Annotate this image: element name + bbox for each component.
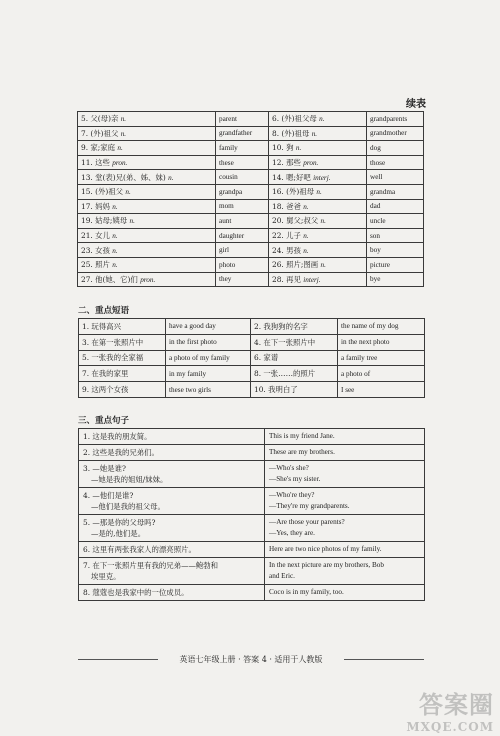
phrase-english: these two girls <box>166 382 251 398</box>
phrase-english: a photo of my family <box>166 350 251 366</box>
vocab-pos: interj. <box>313 173 331 182</box>
phrase-english: have a good day <box>166 319 251 335</box>
sentence-chinese <box>79 429 265 445</box>
vocab-english: cousin <box>216 170 269 185</box>
vocab-chinese-text: 24. 男孩 <box>272 245 304 255</box>
vocab-pos: n. <box>295 144 302 153</box>
vocab-pos: n. <box>120 115 127 124</box>
sentence-chinese-line: 1. 这是我的朋友简。 <box>83 432 152 441</box>
page-footer <box>78 654 424 665</box>
vocab-english: well <box>367 170 424 185</box>
vocab-chinese-text: 16. (外)祖母 <box>272 187 317 197</box>
vocab-table <box>77 111 424 287</box>
vocab-chinese <box>78 126 216 141</box>
sentence-row <box>79 461 425 488</box>
vocab-chinese <box>78 214 216 229</box>
vocab-chinese <box>269 170 367 185</box>
phrase-chinese: 6. 家谱 <box>251 350 338 366</box>
phrase-english: the name of my dog <box>338 319 425 335</box>
sentence-chinese <box>79 558 265 585</box>
vocab-row <box>78 141 424 156</box>
vocab-row <box>78 214 424 229</box>
section-sentences-title: 三、重点句子 <box>78 416 130 426</box>
vocab-chinese <box>269 199 367 214</box>
vocab-english: bye <box>367 272 424 287</box>
sentence-chinese-line: 埃里克。 <box>91 572 121 581</box>
continued-label: 续表 <box>406 99 426 110</box>
vocab-pos: n. <box>112 261 118 270</box>
vocab-chinese-text: 27. 他(她、它)们 <box>81 274 141 284</box>
vocab-chinese-text: 23. 女孩 <box>81 245 113 255</box>
vocab-row <box>78 170 424 185</box>
vocab-chinese <box>78 170 216 185</box>
sentence-english-line: —Who're they? <box>269 491 315 499</box>
vocab-english: picture <box>367 257 424 272</box>
sentence-chinese-line: —她是我的姐姐/妹妹。 <box>91 475 168 484</box>
sentence-english-line: Here are two nice photos of my family. <box>269 545 382 553</box>
vocab-chinese-text: 5. 父(母)亲 <box>81 114 121 124</box>
vocab-pos: n. <box>129 217 135 226</box>
sentence-chinese-line: 4. —他们是谁? <box>83 491 134 500</box>
vocab-row <box>78 126 424 141</box>
vocab-chinese-text: 6. (外)祖父母 <box>272 114 320 124</box>
vocab-english: those <box>367 155 424 170</box>
sentence-row <box>79 488 425 515</box>
vocab-english: girl <box>216 243 269 258</box>
vocab-chinese <box>269 112 367 127</box>
vocab-english: grandmother <box>367 126 424 141</box>
vocab-chinese-text: 8. (外)祖母 <box>272 128 312 138</box>
sentence-english-line: —They're my grandparents. <box>269 502 350 510</box>
sentence-english-line: and Eric. <box>269 572 295 580</box>
phrase-chinese: 5. 一张我的全家福 <box>79 350 166 366</box>
sentence-english-line: —Are those your parents? <box>269 518 345 526</box>
vocab-chinese-text: 18. 爸爸 <box>272 201 304 211</box>
vocab-english: aunt <box>216 214 269 229</box>
footer-rule-left <box>78 659 158 660</box>
vocab-pos: n. <box>120 129 127 138</box>
sentence-english <box>265 542 425 558</box>
vocab-chinese <box>269 214 367 229</box>
sentence-english <box>265 445 425 461</box>
vocab-row <box>78 112 424 127</box>
vocab-pos: n. <box>311 129 318 138</box>
sentence-row <box>79 515 425 542</box>
sentence-english-line: —She's my sister. <box>269 475 321 483</box>
vocab-chinese-text: 15. (外)祖父 <box>81 187 126 197</box>
vocab-chinese <box>269 272 367 287</box>
vocab-english: family <box>216 141 269 156</box>
sentence-english <box>265 461 425 488</box>
sentence-english-line: —Yes, they are. <box>269 529 315 537</box>
sentence-english-line: These are my brothers. <box>269 448 335 456</box>
sentence-row <box>79 429 425 445</box>
vocab-pos: n. <box>125 188 131 197</box>
sentence-chinese <box>79 515 265 542</box>
vocab-english: grandpa <box>216 184 269 199</box>
phrase-chinese: 9. 这两个女孩 <box>79 382 166 398</box>
vocab-english: dad <box>367 199 424 214</box>
phrase-english: a photo of <box>338 366 425 382</box>
vocab-chinese-text: 12. 那些 <box>272 158 304 168</box>
vocab-chinese <box>78 184 216 199</box>
vocab-pos: pron. <box>112 159 128 168</box>
phrase-chinese: 3. 在第一张照片中 <box>79 334 166 350</box>
watermark-text: 答案圈 <box>419 690 494 719</box>
sentence-english <box>265 488 425 515</box>
phrase-english: I see <box>338 382 425 398</box>
vocab-row <box>78 199 424 214</box>
vocab-chinese <box>269 155 367 170</box>
vocab-pos: n. <box>112 246 118 255</box>
vocab-english: son <box>367 228 424 243</box>
vocab-pos: n. <box>316 188 322 197</box>
phrase-english: a family tree <box>338 350 425 366</box>
vocab-chinese-text: 28. 再见 <box>272 274 304 284</box>
vocab-chinese-text: 9. 家;家庭 <box>81 143 118 153</box>
vocab-chinese <box>269 184 367 199</box>
phrase-chinese: 2. 我狗狗的名字 <box>251 319 338 335</box>
vocab-row <box>78 228 424 243</box>
sentence-chinese <box>79 585 265 601</box>
vocab-chinese <box>78 228 216 243</box>
phrase-chinese: 7. 在我的家里 <box>79 366 166 382</box>
vocab-english: parent <box>216 112 269 127</box>
phrase-row <box>79 350 425 366</box>
vocab-english: they <box>216 272 269 287</box>
vocab-chinese <box>78 199 216 214</box>
vocab-chinese <box>78 243 216 258</box>
vocab-pos: pron. <box>303 159 319 168</box>
sentence-row <box>79 558 425 585</box>
vocab-chinese <box>78 155 216 170</box>
vocab-pos: n. <box>168 173 174 182</box>
vocab-english: boy <box>367 243 424 258</box>
sentence-chinese <box>79 445 265 461</box>
phrase-english: in the next photo <box>338 334 425 350</box>
sentence-chinese-line: —他们是我的祖父母。 <box>91 502 165 511</box>
phrase-row <box>79 319 425 335</box>
phrase-chinese: 1. 玩得高兴 <box>79 319 166 335</box>
sentence-chinese-line: 6. 这里有两张我家人的漂亮照片。 <box>83 545 196 554</box>
section-phrases-title: 二、重点短语 <box>78 306 130 316</box>
vocab-chinese-text: 17. 妈妈 <box>81 201 113 211</box>
phrase-english: in my family <box>166 366 251 382</box>
watermark-logo <box>406 685 494 734</box>
phrase-english: in the first photo <box>166 334 251 350</box>
vocab-pos: n. <box>117 144 123 153</box>
vocab-chinese <box>78 141 216 156</box>
phrase-row <box>79 382 425 398</box>
vocab-english: photo <box>216 257 269 272</box>
vocab-english: mom <box>216 199 269 214</box>
vocab-chinese-text: 11. 这些 <box>81 158 113 168</box>
vocab-pos: interj. <box>303 275 321 284</box>
sentence-english <box>265 429 425 445</box>
vocab-pos: n. <box>303 246 309 255</box>
vocab-chinese-text: 10. 狗 <box>272 143 296 153</box>
phrase-row <box>79 334 425 350</box>
vocab-english: grandfather <box>216 126 269 141</box>
vocab-english: grandma <box>367 184 424 199</box>
vocab-chinese <box>269 228 367 243</box>
vocab-pos: n. <box>112 232 118 241</box>
phrase-chinese: 10. 我明白了 <box>251 382 338 398</box>
vocab-pos: n. <box>303 202 309 211</box>
watermark-url: MXQE.COM <box>406 720 494 734</box>
sentence-chinese-line: 7. 在下一张照片里有我的兄弟——鲍勃和 <box>83 561 219 570</box>
sentence-chinese-line: 2. 这些是我的兄弟们。 <box>83 448 159 457</box>
vocab-chinese-text: 22. 儿子 <box>272 231 304 241</box>
vocab-chinese <box>269 243 367 258</box>
vocab-chinese <box>269 126 367 141</box>
vocab-english: uncle <box>367 214 424 229</box>
vocab-chinese <box>269 257 367 272</box>
sentence-english <box>265 585 425 601</box>
sentence-chinese <box>79 488 265 515</box>
vocab-chinese-text: 21. 女儿 <box>81 231 113 241</box>
sentence-row <box>79 585 425 601</box>
vocab-chinese <box>78 112 216 127</box>
sentence-chinese-line: 8. 蔻蔻也是我家中的一位成员。 <box>83 588 189 597</box>
vocab-chinese-text: 26. 照片;图画 <box>272 260 321 270</box>
vocab-row <box>78 184 424 199</box>
footer-rule-right <box>344 659 424 660</box>
vocab-english: grandparents <box>367 112 424 127</box>
vocab-pos: n. <box>112 202 118 211</box>
sentence-chinese <box>79 542 265 558</box>
vocab-pos: n. <box>320 217 326 226</box>
vocab-chinese-text: 25. 照片 <box>81 260 113 270</box>
vocab-chinese <box>78 272 216 287</box>
vocab-row <box>78 155 424 170</box>
phrases-table <box>78 318 425 398</box>
vocab-chinese <box>269 141 367 156</box>
vocab-english: these <box>216 155 269 170</box>
sentence-chinese-line: —是的,他们是。 <box>91 529 146 538</box>
vocab-english: dog <box>367 141 424 156</box>
vocab-row <box>78 243 424 258</box>
vocab-chinese-text: 7. (外)祖父 <box>81 128 121 138</box>
sentence-row <box>79 445 425 461</box>
vocab-row <box>78 272 424 287</box>
vocab-chinese-text: 20. 舅父;叔父 <box>272 216 321 226</box>
phrase-chinese: 8. 一张……的照片 <box>251 366 338 382</box>
vocab-chinese <box>78 257 216 272</box>
sentence-english-line: —Who's she? <box>269 464 309 472</box>
sentence-chinese <box>79 461 265 488</box>
vocab-chinese-text: 14. 嗯;好吧 <box>272 172 314 182</box>
sentence-english-line: This is my friend Jane. <box>269 432 335 440</box>
sentence-row <box>79 542 425 558</box>
sentence-chinese-line: 3. —她是谁? <box>83 464 126 473</box>
sentence-chinese-line: 5. —那是你的父母吗? <box>83 518 156 527</box>
vocab-english: daughter <box>216 228 269 243</box>
vocab-row <box>78 257 424 272</box>
sentence-english-line: In the next picture are my brothers, Bob <box>269 561 384 569</box>
vocab-chinese-text: 19. 姑母;姨母 <box>81 216 130 226</box>
vocab-pos: n. <box>320 261 326 270</box>
vocab-pos: n. <box>303 232 309 241</box>
vocab-pos: pron. <box>140 275 156 284</box>
sentence-english <box>265 515 425 542</box>
phrase-row <box>79 366 425 382</box>
vocab-pos: n. <box>319 115 325 124</box>
sentence-english-line: Coco is in my family, too. <box>269 588 344 596</box>
sentences-table <box>78 428 425 601</box>
vocab-chinese-text: 13. 堂(表)兄(弟、姊、妹) <box>81 172 169 182</box>
sentence-english <box>265 558 425 585</box>
footer-text: 英语七年级上册 · 答案 4 · 适用于人教版 <box>179 655 323 664</box>
phrase-chinese: 4. 在下一张照片中 <box>251 334 338 350</box>
